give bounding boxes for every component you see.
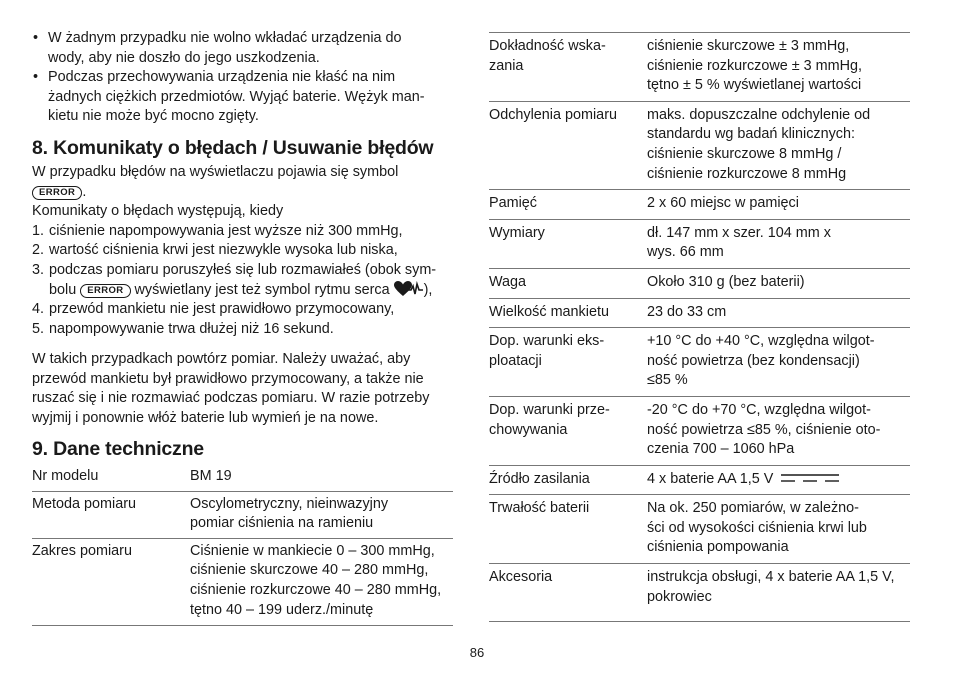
list-text: przewód mankietu nie jest prawidłowo przymocowany, — [49, 301, 395, 318]
paragraph-line: przewód mankietu był prawidłowo przymocowany, a także nie — [32, 370, 424, 387]
table-value: -20 °C do +70 °C, względna wilgot- ność powietrza ≤85 %, ciśnienie oto- czenia 700 – 1060 hPa — [647, 396, 910, 465]
bullet-dot: • — [33, 30, 39, 46]
table-row — [489, 268, 910, 298]
list-number: 2. — [32, 242, 45, 259]
bullet-line: Podczas przechowywania urządzenia nie kłaść na nim — [48, 69, 396, 85]
table-value: 23 do 33 cm — [647, 298, 910, 328]
list-text: napompowywanie trwa dłużej niż 16 sekund. — [49, 320, 334, 337]
table-row — [32, 491, 453, 538]
list-text: wyświetlany jest też symbol rytmu serca — [134, 281, 390, 298]
table-value: Ciśnienie w mankiecie 0 – 300 mmHg, ciśnienie skurczowe 40 – 280 mmHg, ciśnienie rozkurczowe 40 – 280 mmHg, tętno 40 – 199 uderz./minutę — [190, 538, 453, 625]
bullet-storage — [32, 68, 469, 127]
table-label: Źródło zasilania — [489, 465, 647, 495]
table-label: Zakres pomiaru — [32, 538, 190, 625]
paragraph-line: wyjmij i ponownie włóż baterie lub wymień je na nowe. — [32, 409, 379, 426]
page-number: 86 — [469, 645, 485, 660]
error-symbol: ERROR — [80, 284, 130, 298]
table-label: Akcesoria — [489, 564, 647, 622]
when-line: Komunikaty o błędach występują, kiedy — [32, 203, 284, 220]
table-row — [32, 538, 453, 625]
bullet-water — [32, 29, 469, 68]
table-value: Na ok. 250 pomiarów, w zależno- ści od wysokości ciśnienia krwi lub ciśnienia pompowania — [647, 495, 910, 564]
heart-rhythm-icon — [394, 281, 424, 297]
bullet-line: żadnych ciężkich przedmiotów. Wyjąć baterie. Wężyk man- — [48, 88, 425, 105]
table-row — [489, 328, 910, 397]
list-text: wartość ciśnienia krwi jest niezwykle wysoka lub niska, — [49, 242, 398, 259]
table-row — [489, 101, 910, 189]
table-label: Dop. warunki prze- chowywania — [489, 396, 647, 465]
bullet-dot: • — [33, 69, 39, 85]
intro-period: . — [82, 183, 87, 200]
bullet-line: kietu nie może być mocno zgięty. — [48, 108, 259, 125]
table-value: Około 310 g (bez baterii) — [647, 268, 910, 298]
list-item — [32, 222, 453, 242]
table-row — [489, 564, 910, 622]
table-value: maks. dopuszczalne odchylenie od standardu wg badań klinicznych: ciśnienie skurczowe 8 mmHg / ciśnienie rozkurczowe 8 mmHg — [647, 101, 910, 189]
table-label: Trwałość baterii — [489, 495, 647, 564]
paragraph-line: W takich przypadkach powtórz pomiar. Należy uważać, aby — [32, 351, 411, 367]
table-label: Wielkość mankietu — [489, 298, 647, 328]
table-value: ciśnienie skurczowe ± 3 mmHg, ciśnienie rozkurczowe ± 3 mmHg, tętno ± 5 % wyświetlanej wartości — [647, 33, 910, 101]
table-label: Nr modelu — [32, 466, 190, 491]
list-number: 4. — [32, 301, 45, 318]
table-label: Odchylenia pomiaru — [489, 101, 647, 189]
dc-symbol-icon — [781, 472, 839, 484]
table-row — [489, 298, 910, 328]
paragraph-line: ruszać się i nie rozmawiać podczas pomiaru. W razie potrzeby — [32, 390, 430, 407]
table-label: Dop. warunki eks- ploatacji — [489, 328, 647, 397]
intro-line-2 — [32, 183, 453, 203]
section-8-intro — [32, 163, 453, 339]
table-row — [32, 466, 453, 491]
list-text: podczas pomiaru poruszyłeś się lub rozmawiałeś (obok sym- — [49, 261, 437, 278]
list-item — [32, 320, 453, 340]
intro-line: W przypadku błędów na wyświetlaczu pojawia się symbol — [32, 164, 399, 180]
table-row — [489, 465, 910, 495]
table-row — [489, 33, 910, 101]
list-item-continuation — [32, 281, 453, 301]
section-8-title: 8. Komunikaty o błędach / Usuwanie błędów — [32, 137, 434, 159]
table-row — [489, 190, 910, 220]
section-9-title: 9. Dane techniczne — [32, 438, 204, 460]
table-label: Waga — [489, 268, 647, 298]
error-symbol: ERROR — [32, 186, 82, 200]
spec-table-right — [489, 32, 910, 622]
table-row — [489, 219, 910, 268]
list-number: 3. — [32, 261, 45, 278]
list-text: bolu — [49, 281, 77, 298]
table-value: instrukcja obsługi, 4 x baterie AA 1,5 V, pokrowiec — [647, 564, 910, 622]
list-item — [32, 261, 453, 281]
bullet-line: W żadnym przypadku nie wolno wkładać urządzenia do — [48, 30, 402, 46]
list-item — [32, 300, 453, 320]
table-label: Metoda pomiaru — [32, 491, 190, 538]
list-item — [32, 241, 453, 261]
spec-table-left — [32, 466, 453, 626]
table-value: BM 19 — [190, 466, 453, 491]
list-number: 5. — [32, 320, 45, 337]
list-number: 1. — [32, 222, 45, 239]
table-row — [489, 495, 910, 564]
table-value: +10 °C do +40 °C, względna wilgot- ność powietrza (bez kondensacji) ≤85 % — [647, 328, 910, 397]
table-label: Pamięć — [489, 190, 647, 220]
table-value: dł. 147 mm x szer. 104 mm x wys. 66 mm — [647, 219, 910, 268]
list-text: ), — [423, 281, 433, 298]
list-text: ciśnienie napompowywania jest wyższe niż 300 mmHg, — [49, 222, 403, 239]
bullet-line: wody, aby nie doszło do jego uszkodzenia. — [48, 49, 320, 66]
table-label: Dokładność wska- zania — [489, 33, 647, 101]
advice-paragraph — [32, 350, 457, 428]
table-value: Oscylometryczny, nieinwazyjny pomiar ciśnienia na ramieniu — [190, 491, 453, 538]
table-label: Wymiary — [489, 219, 647, 268]
table-value: 2 x 60 miejsc w pamięci — [647, 190, 910, 220]
table-row — [489, 396, 910, 465]
table-value: 4 x baterie AA 1,5 V — [647, 465, 910, 495]
